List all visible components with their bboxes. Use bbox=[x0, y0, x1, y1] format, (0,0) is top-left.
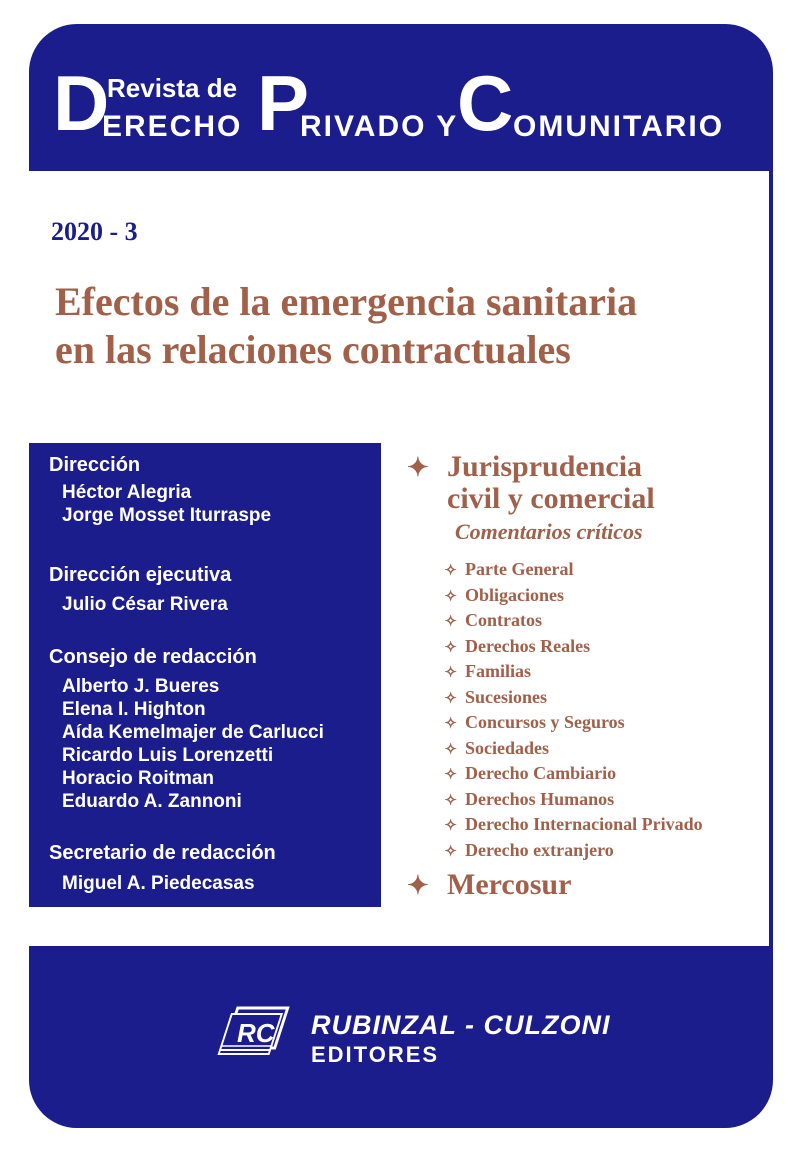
topic-label: Derecho extranjero bbox=[465, 839, 614, 860]
topic-item bbox=[407, 609, 767, 635]
topic-item bbox=[407, 686, 767, 712]
section-jurisprudencia bbox=[407, 451, 767, 515]
publisher-logo bbox=[217, 1004, 301, 1064]
topic-label: Contratos bbox=[465, 610, 542, 630]
topic-label: Sucesiones bbox=[465, 686, 548, 707]
section-heading-line-1: Jurisprudencia bbox=[447, 450, 643, 483]
publisher-footer bbox=[29, 946, 773, 1128]
board-section-secretario bbox=[49, 841, 276, 895]
board-member: Horacio Roitman bbox=[62, 768, 215, 789]
masthead-revista: Revista de bbox=[107, 73, 238, 103]
topic-item bbox=[407, 711, 767, 737]
topic-label: Familias bbox=[465, 661, 531, 681]
outline-star-icon: ✧ bbox=[444, 843, 457, 860]
issue-title-line-2: en las relaciones contractuales bbox=[55, 327, 571, 372]
outline-star-icon: ✧ bbox=[444, 614, 457, 630]
issue-number: 2020 - 3 bbox=[51, 217, 138, 246]
editorial-board bbox=[29, 443, 381, 907]
outline-star-icon: ✧ bbox=[444, 792, 457, 809]
masthead-word-comunitario: OMUNITARIO bbox=[513, 110, 725, 143]
publisher-name: RUBINZAL - CULZONI bbox=[311, 1010, 611, 1040]
topic-item bbox=[407, 788, 767, 814]
masthead-cap-d: D bbox=[53, 59, 110, 147]
section-heading-line-2: civil y comercial bbox=[447, 482, 655, 515]
outline-star-icon: ✧ bbox=[444, 690, 457, 707]
topic-item bbox=[407, 762, 767, 788]
board-member: Eduardo A. Zannoni bbox=[62, 791, 242, 812]
masthead-cap-p: P bbox=[257, 59, 310, 147]
topic-item bbox=[407, 635, 767, 661]
topic-label: Derecho Cambiario bbox=[465, 763, 617, 783]
topic-item bbox=[407, 813, 767, 839]
topic-label: Obligaciones bbox=[465, 584, 565, 605]
board-section-direccion bbox=[49, 453, 271, 527]
topic-item bbox=[407, 839, 767, 865]
board-heading: Dirección ejecutiva bbox=[49, 564, 232, 586]
publisher-subtitle: EDITORES bbox=[311, 1042, 440, 1067]
table-of-contents bbox=[407, 450, 767, 901]
topic-label: Concursos y Seguros bbox=[465, 712, 625, 732]
board-member: Héctor Alegria bbox=[62, 482, 192, 503]
board-heading: Consejo de redacción bbox=[49, 646, 257, 668]
logo-monogram: RC bbox=[237, 1018, 275, 1048]
board-heading: Secretario de redacción bbox=[49, 842, 276, 864]
topic-list bbox=[407, 558, 767, 864]
topic-item bbox=[407, 584, 767, 610]
topic-label: Parte General bbox=[465, 559, 574, 579]
four-point-star-icon: ✦ bbox=[407, 453, 429, 482]
outline-star-icon: ✧ bbox=[444, 818, 457, 834]
four-point-star-icon: ✦ bbox=[407, 871, 429, 900]
section-mercosur bbox=[407, 869, 571, 901]
board-member: Miguel A. Piedecasas bbox=[62, 873, 255, 894]
outline-star-icon: ✧ bbox=[444, 665, 457, 681]
content-panel bbox=[29, 171, 771, 948]
board-heading: Dirección bbox=[49, 454, 141, 476]
board-member: Ricardo Luis Lorenzetti bbox=[62, 745, 274, 766]
issue-title bbox=[55, 278, 755, 374]
board-member: Alberto J. Bueres bbox=[62, 676, 220, 697]
outline-star-icon: ✧ bbox=[444, 716, 457, 732]
topic-item bbox=[407, 660, 767, 686]
topic-item bbox=[407, 558, 767, 584]
board-section-consejo bbox=[49, 645, 324, 813]
masthead-word-privado: RIVADO Y bbox=[300, 110, 459, 143]
board-member: Julio César Rivera bbox=[62, 594, 228, 615]
outline-star-icon: ✧ bbox=[444, 741, 457, 758]
board-member: Jorge Mosset Iturraspe bbox=[62, 505, 272, 526]
board-section-ejecutiva bbox=[49, 563, 231, 616]
outline-star-icon: ✧ bbox=[444, 639, 457, 656]
masthead-word-derecho: ERECHO bbox=[102, 110, 243, 143]
topic-label: Derechos Reales bbox=[465, 635, 591, 656]
masthead-cap-c: C bbox=[457, 59, 514, 147]
board-member: Elena I. Highton bbox=[62, 699, 206, 720]
section-subtitle: Comentarios críticos bbox=[455, 519, 643, 544]
outline-star-icon: ✧ bbox=[444, 767, 457, 783]
section-heading: Mercosur bbox=[447, 868, 572, 901]
topic-item bbox=[407, 737, 767, 763]
topic-label: Derechos Humanos bbox=[465, 788, 615, 809]
outline-star-icon: ✧ bbox=[444, 563, 457, 579]
topic-label: Derecho Internacional Privado bbox=[465, 814, 703, 834]
journal-masthead bbox=[29, 24, 773, 170]
book-cover bbox=[29, 24, 773, 1128]
board-member: Aída Kemelmajer de Carlucci bbox=[62, 722, 324, 743]
outline-star-icon: ✧ bbox=[444, 588, 457, 605]
issue-title-line-1: Efectos de la emergencia sanitaria bbox=[55, 279, 638, 324]
topic-label: Sociedades bbox=[465, 737, 550, 758]
